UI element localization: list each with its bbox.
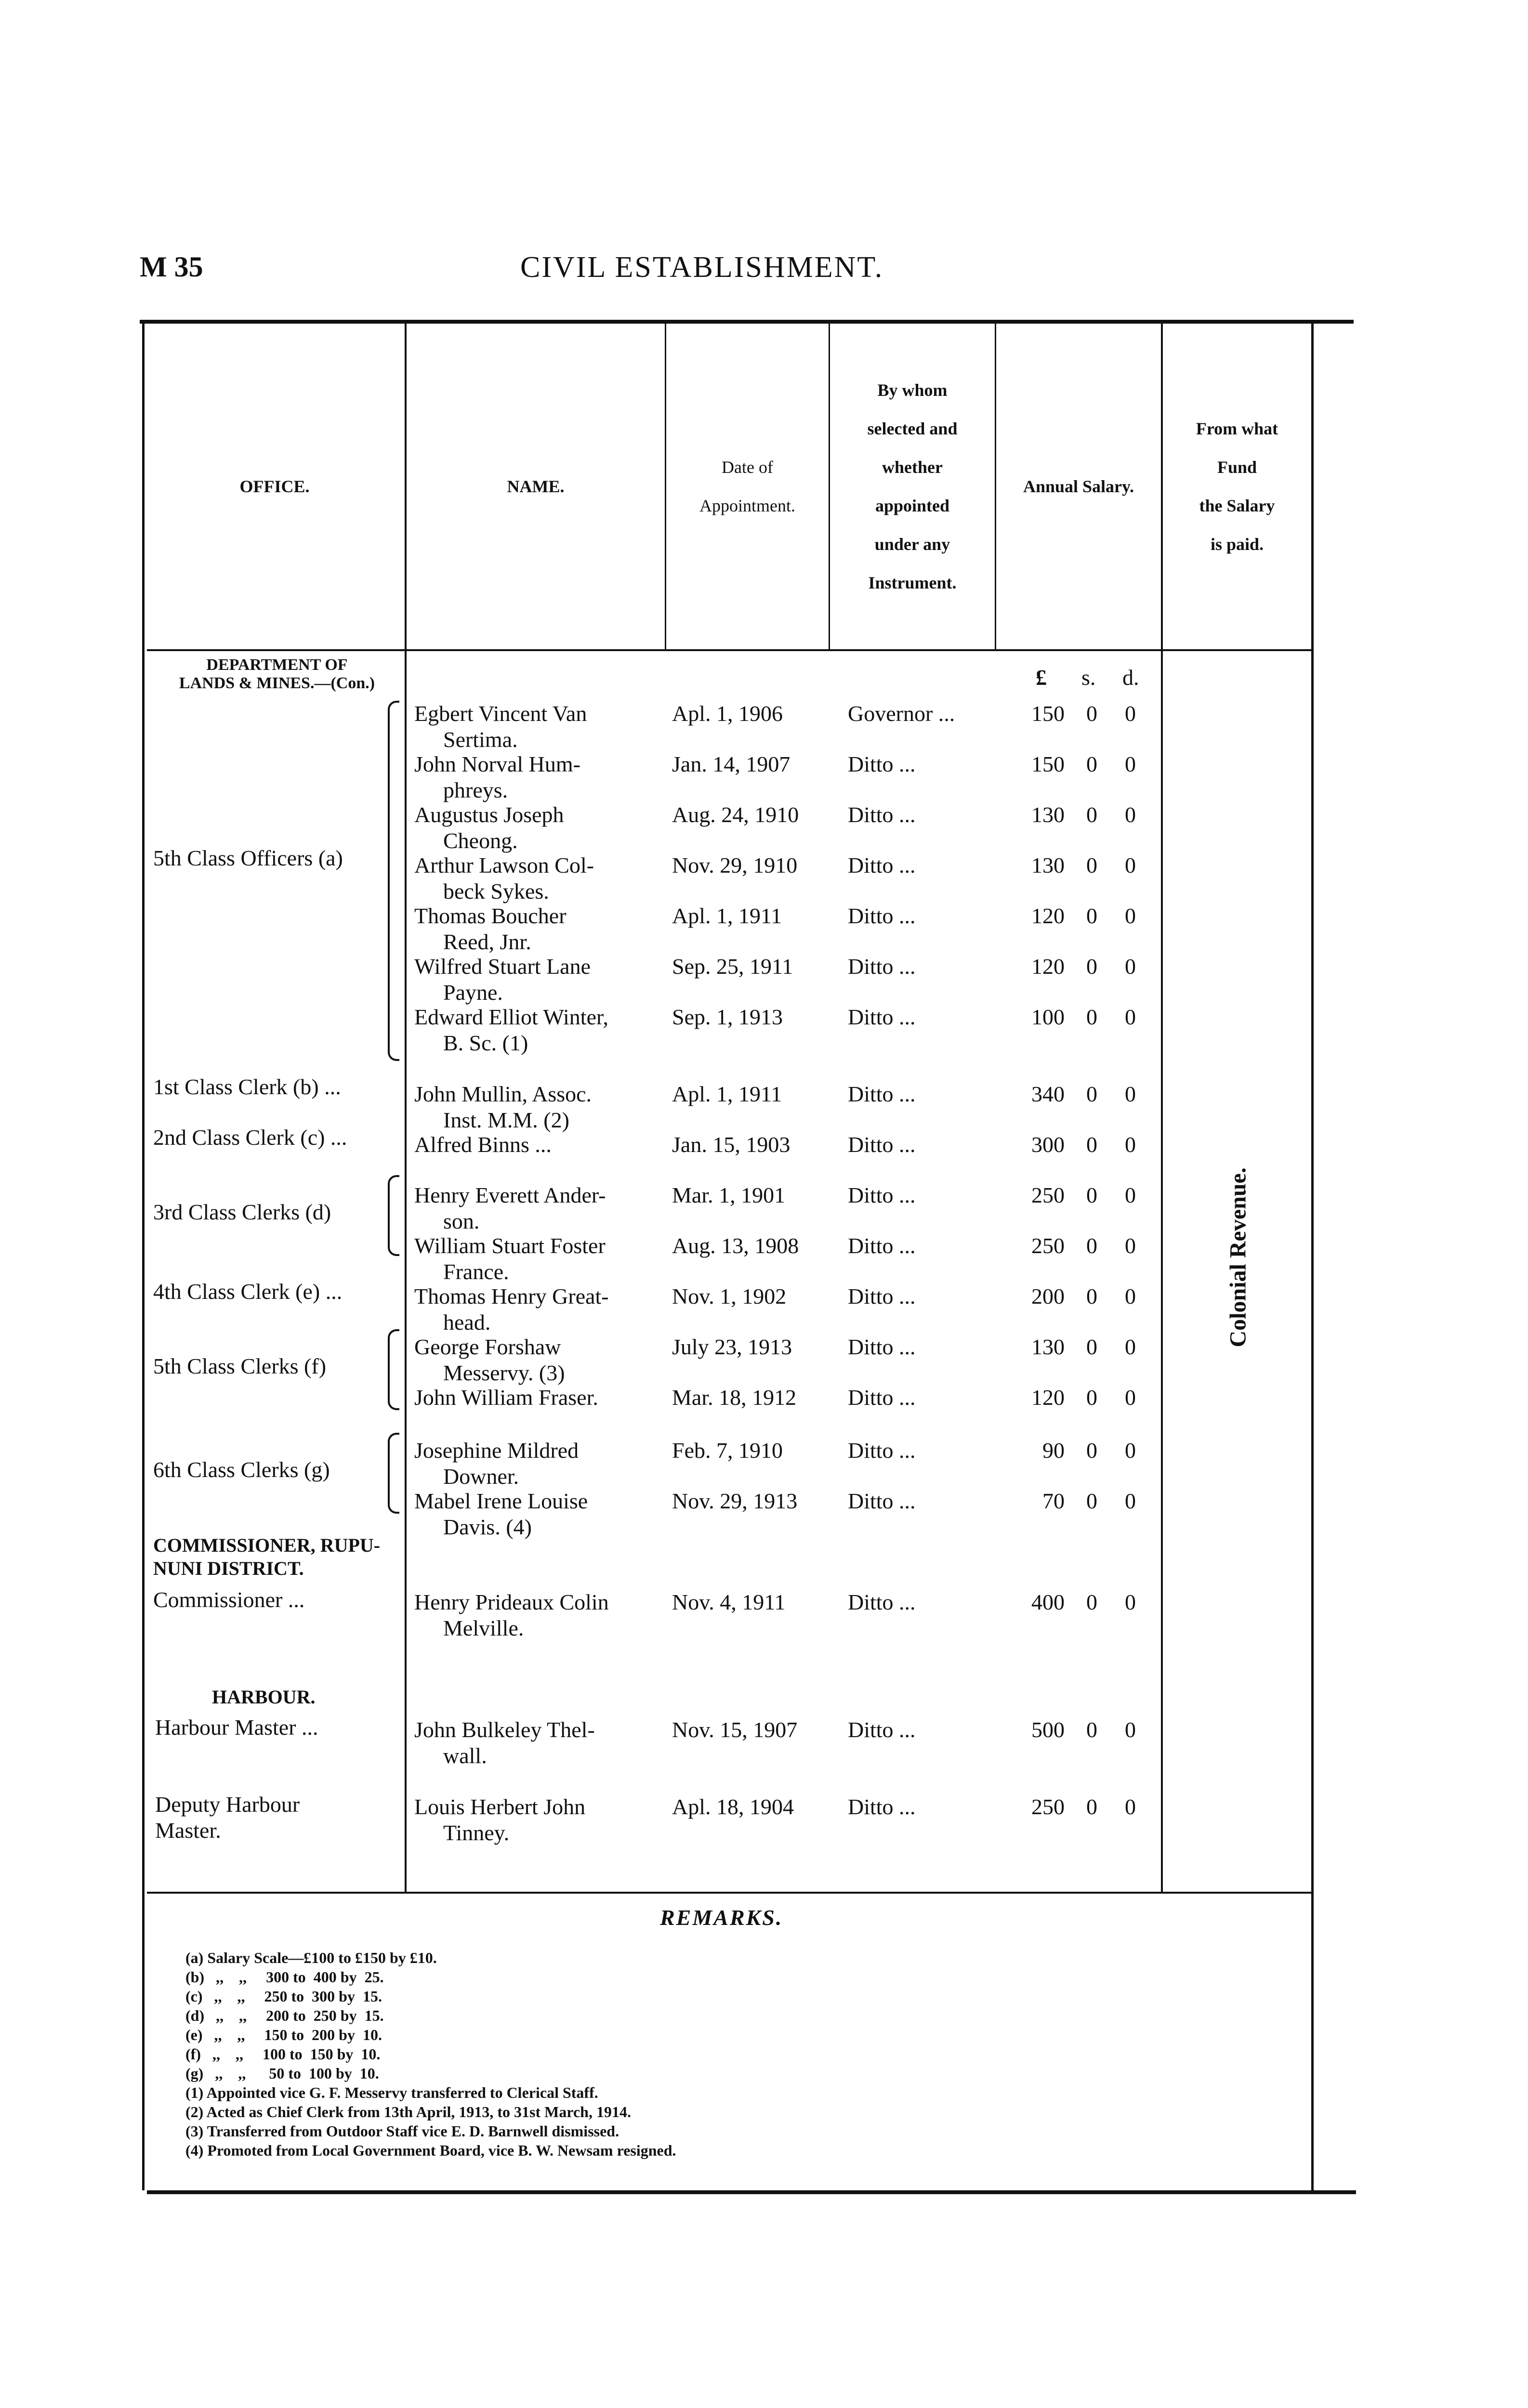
- table-row-shillings: 0: [1086, 802, 1097, 827]
- table-row-pounds: 120: [1031, 1385, 1065, 1410]
- table-row-date: Nov. 4, 1911: [672, 1590, 786, 1614]
- table-row-name: [414, 1132, 660, 1158]
- table-row-shillings: 0: [1086, 903, 1097, 928]
- table-row-shillings: 0: [1086, 1284, 1097, 1309]
- name-line-1: John Bulkeley Thel-: [414, 1717, 595, 1742]
- table-top-rule: [140, 320, 1354, 324]
- table-row-pounds: 500: [1031, 1717, 1065, 1742]
- table-row-pence: 0: [1125, 701, 1136, 726]
- table-row-pence: 0: [1125, 802, 1136, 827]
- table-row-pounds: 340: [1031, 1082, 1065, 1106]
- table-row-shillings: 0: [1086, 1233, 1097, 1258]
- col-header-name: NAME.: [507, 477, 565, 496]
- table-bottom-rule: [147, 2190, 1356, 2194]
- table-row-selected-by: Ditto ...: [848, 1082, 916, 1106]
- page-title: CIVIL ESTABLISHMENT.: [520, 251, 884, 284]
- table-row-pounds: 120: [1031, 903, 1065, 928]
- name-line-1: John William Fraser.: [414, 1385, 598, 1410]
- remark-line: (e) ,, ,, 150 to 200 by 10.: [185, 2026, 382, 2043]
- table-row-pence: 0: [1125, 1717, 1136, 1742]
- table-row-shillings: 0: [1086, 752, 1097, 776]
- table-row-shillings: 0: [1086, 1005, 1097, 1029]
- table-row-selected-by: Ditto ...: [848, 1590, 916, 1614]
- table-row-date: Apl. 1, 1911: [672, 1082, 782, 1106]
- table-row-pounds: 90: [1042, 1438, 1065, 1463]
- table-row-shillings: 0: [1086, 1489, 1097, 1513]
- name-line-2: Downer.: [443, 1464, 519, 1489]
- table-row-shillings: 0: [1086, 1183, 1097, 1207]
- name-line-1: Alfred Binns ...: [414, 1132, 552, 1157]
- table-row-pounds: 250: [1031, 1794, 1065, 1819]
- table-row-shillings: 0: [1086, 853, 1097, 877]
- table-row-pence: 0: [1125, 1590, 1136, 1614]
- office-6th-class-clerks: 6th Class Clerks (g): [153, 1457, 330, 1482]
- name-line-2: Messervy. (3): [443, 1361, 565, 1385]
- table-row-date: Feb. 7, 1910: [672, 1438, 783, 1463]
- table-row-shillings: 0: [1086, 1082, 1097, 1106]
- table-row-pence: 0: [1125, 752, 1136, 776]
- table-row-date: Nov. 29, 1910: [672, 853, 798, 877]
- table-row-pounds: 300: [1031, 1132, 1065, 1157]
- table-row-pounds: 150: [1031, 752, 1065, 776]
- name-line-2: head.: [443, 1310, 491, 1335]
- remarks-title: REMARKS.: [660, 1905, 783, 1930]
- table-row-date: Aug. 13, 1908: [672, 1233, 799, 1258]
- table-row-pounds: 100: [1031, 1005, 1065, 1029]
- name-line-1: Louis Herbert John: [414, 1794, 586, 1819]
- table-row-pence: 0: [1125, 1284, 1136, 1309]
- table-row-pence: 0: [1125, 853, 1136, 877]
- name-line-2: Sertima.: [443, 727, 518, 752]
- table-row-name: [414, 751, 660, 803]
- name-line-1: Henry Everett Ander-: [414, 1183, 606, 1207]
- table-row-selected-by: Ditto ...: [848, 1183, 916, 1207]
- table-row-selected-by: Ditto ...: [848, 1385, 916, 1410]
- table-row-date: Aug. 24, 1910: [672, 802, 799, 827]
- name-line-2: son.: [443, 1209, 480, 1233]
- table-row-selected-by: Ditto ...: [848, 954, 916, 979]
- table-row-name: [414, 1717, 660, 1769]
- table-row-shillings: 0: [1086, 1385, 1097, 1410]
- name-line-1: Josephine Mildred: [414, 1438, 579, 1463]
- remark-line: (1) Appointed vice G. F. Messervy transferred to Clerical Staff.: [185, 2084, 598, 2101]
- table-row-selected-by: Ditto ...: [848, 802, 916, 827]
- remark-line: (4) Promoted from Local Government Board, vice B. W. Newsam resigned.: [185, 2142, 676, 2159]
- table-row-date: Jan. 14, 1907: [672, 752, 790, 776]
- name-line-1: Mabel Irene Louise: [414, 1489, 588, 1513]
- col-header-date: Date of Appointment.: [699, 458, 795, 515]
- body-bottom-rule: [147, 1892, 1313, 1894]
- table-row-name: [414, 852, 660, 904]
- office-1st-class-clerk: 1st Class Clerk (b) ...: [153, 1074, 341, 1099]
- left-border: [142, 322, 145, 2190]
- col-header-salary: Annual Salary.: [1023, 477, 1134, 496]
- table-row-pounds: 150: [1031, 701, 1065, 726]
- table-row-date: Jan. 15, 1903: [672, 1132, 790, 1157]
- table-row-date: Apl. 1, 1906: [672, 701, 783, 726]
- remark-line: (b) ,, ,, 300 to 400 by 25.: [185, 1968, 384, 1986]
- table-row-date: July 23, 1913: [672, 1335, 792, 1359]
- table-row-pence: 0: [1125, 1385, 1136, 1410]
- table-row-pounds: 130: [1031, 802, 1065, 827]
- table-row-name: [414, 1081, 660, 1133]
- remark-line: (3) Transferred from Outdoor Staff vice E. D. Barnwell dismissed.: [185, 2122, 619, 2140]
- office-commissioner: Commissioner ...: [153, 1587, 305, 1612]
- table-row-date: Nov. 15, 1907: [672, 1717, 798, 1742]
- harbour-section-heading: HARBOUR.: [212, 1686, 316, 1708]
- office-2nd-class-clerk: 2nd Class Clerk (c) ...: [153, 1125, 347, 1150]
- name-line-1: Augustus Joseph: [414, 802, 564, 827]
- table-row-pounds: 70: [1042, 1489, 1065, 1513]
- table-row-date: Mar. 1, 1901: [672, 1183, 786, 1207]
- name-line-1: John Mullin, Assoc.: [414, 1082, 592, 1106]
- table-row-name: [414, 1488, 660, 1540]
- brace-5th-class-clerks: [388, 1329, 399, 1410]
- table-row-date: Mar. 18, 1912: [672, 1385, 797, 1410]
- name-line-1: Thomas Boucher: [414, 903, 566, 928]
- table-row-date: Sep. 25, 1911: [672, 954, 793, 979]
- name-line-2: Tinney.: [443, 1820, 510, 1845]
- table-row-pounds: 130: [1031, 1335, 1065, 1359]
- table-row-shillings: 0: [1086, 1132, 1097, 1157]
- remark-line: (2) Acted as Chief Clerk from 13th April, 1913, to 31st March, 1914.: [185, 2103, 631, 2120]
- table-row-selected-by: Ditto ...: [848, 1794, 916, 1819]
- table-row-pounds: 250: [1031, 1183, 1065, 1207]
- table-row-shillings: 0: [1086, 701, 1097, 726]
- table-row-name: [414, 954, 660, 1006]
- table-row-name: [414, 1794, 660, 1846]
- shillings-header: s.: [1081, 665, 1096, 690]
- table-row-pounds: 120: [1031, 954, 1065, 979]
- col-divider-office: [405, 322, 407, 1892]
- name-line-2: France.: [443, 1259, 509, 1284]
- brace-3rd-class-clerks: [388, 1175, 399, 1256]
- office-5th-class-clerks: 5th Class Clerks (f): [153, 1354, 327, 1378]
- name-line-2: beck Sykes.: [443, 879, 549, 903]
- name-line-1: George Forshaw: [414, 1335, 561, 1359]
- table-row-pence: 0: [1125, 903, 1136, 928]
- name-line-2: Reed, Jnr.: [443, 929, 531, 954]
- table-row-pounds: 250: [1031, 1233, 1065, 1258]
- table-row-selected-by: Ditto ...: [848, 1132, 916, 1157]
- pounds-header: £: [1036, 665, 1047, 690]
- table-row-name: [414, 1589, 660, 1641]
- commissioner-section-heading: COMMISSIONER, RUPU- NUNI DISTRICT.: [153, 1534, 381, 1579]
- name-line-1: Arthur Lawson Col-: [414, 853, 594, 877]
- table-row-date: Nov. 29, 1913: [672, 1489, 798, 1513]
- table-row-selected-by: Ditto ...: [848, 1335, 916, 1359]
- name-line-2: Davis. (4): [443, 1515, 532, 1539]
- name-line-2: Melville.: [443, 1616, 524, 1640]
- table-row-name: [414, 1233, 660, 1285]
- name-line-1: Edward Elliot Winter,: [414, 1005, 608, 1029]
- office-deputy-harbour-master: Deputy Harbour Master.: [155, 1792, 300, 1843]
- table-row-shillings: 0: [1086, 954, 1097, 979]
- office-5th-class-officers: 5th Class Officers (a): [153, 846, 343, 870]
- col-header-selected-by: By whom selected and whether appointed under any Instrument.: [867, 380, 958, 592]
- name-line-1: Egbert Vincent Van: [414, 701, 587, 726]
- pence-header: d.: [1122, 665, 1139, 690]
- remark-line: (d) ,, ,, 200 to 250 by 15.: [185, 2007, 384, 2024]
- table-row-pounds: 200: [1031, 1284, 1065, 1309]
- office-harbour-master: Harbour Master ...: [155, 1715, 318, 1740]
- table-row-date: Nov. 1, 1902: [672, 1284, 787, 1309]
- table-row-selected-by: Ditto ...: [848, 1717, 916, 1742]
- remark-line: (c) ,, ,, 250 to 300 by 15.: [185, 1988, 382, 2005]
- table-row-pence: 0: [1125, 1005, 1136, 1029]
- col-header-office: OFFICE.: [239, 477, 310, 496]
- table-row-name: [414, 1182, 660, 1234]
- name-line-2: B. Sc. (1): [443, 1031, 528, 1055]
- name-line-1: William Stuart Foster: [414, 1233, 606, 1258]
- table-row-date: Apl. 18, 1904: [672, 1794, 794, 1819]
- table-row-name: [414, 1438, 660, 1490]
- name-line-1: Wilfred Stuart Lane: [414, 954, 591, 979]
- table-row-selected-by: Ditto ...: [848, 1489, 916, 1513]
- table-row-shillings: 0: [1086, 1794, 1097, 1819]
- table-row-pence: 0: [1125, 1082, 1136, 1106]
- col-header-fund: From what Fund the Salary is paid.: [1196, 419, 1278, 554]
- remark-line: (g) ,, ,, 50 to 100 by 10.: [185, 2065, 379, 2082]
- office-3rd-class-clerks: 3rd Class Clerks (d): [153, 1200, 331, 1224]
- table-row-pence: 0: [1125, 1335, 1136, 1359]
- table-row-pence: 0: [1125, 954, 1136, 979]
- name-line-1: Thomas Henry Great-: [414, 1284, 609, 1309]
- office-4th-class-clerk: 4th Class Clerk (e) ...: [153, 1279, 342, 1304]
- page-number: M 35: [140, 251, 203, 283]
- table-row-selected-by: Ditto ...: [848, 1438, 916, 1463]
- remark-line: (a) Salary Scale—£100 to £150 by £10.: [185, 1949, 437, 1966]
- table-row-selected-by: Ditto ...: [848, 903, 916, 928]
- table-row-date: Sep. 1, 1913: [672, 1005, 783, 1029]
- header-bottom-rule: [147, 649, 1313, 651]
- table-row-shillings: 0: [1086, 1335, 1097, 1359]
- table-row-date: Apl. 1, 1911: [672, 903, 782, 928]
- table-row-pounds: 130: [1031, 853, 1065, 877]
- table-row-pence: 0: [1125, 1489, 1136, 1513]
- table-row-selected-by: Governor ...: [848, 701, 955, 726]
- name-line-2: phreys.: [443, 778, 508, 802]
- table-row-name: [414, 1334, 660, 1386]
- table-row-selected-by: Ditto ...: [848, 752, 916, 776]
- brace-6th-class-clerks: [388, 1433, 399, 1514]
- table-row-selected-by: Ditto ...: [848, 1005, 916, 1029]
- brace-5th-class-officers: [388, 701, 399, 1061]
- table-row-shillings: 0: [1086, 1590, 1097, 1614]
- table-row-name: [414, 701, 660, 753]
- table-row-name: [414, 1283, 660, 1335]
- table-row-pence: 0: [1125, 1132, 1136, 1157]
- name-line-2: Cheong.: [443, 828, 518, 853]
- name-line-1: Henry Prideaux Colin: [414, 1590, 609, 1614]
- table-row-selected-by: Ditto ...: [848, 1233, 916, 1258]
- table-row-pence: 0: [1125, 1183, 1136, 1207]
- table-row-name: [414, 1385, 660, 1411]
- table-row-pence: 0: [1125, 1438, 1136, 1463]
- name-line-1: John Norval Hum-: [414, 752, 580, 776]
- table-row-name: [414, 1004, 660, 1056]
- name-line-2: wall.: [443, 1743, 487, 1768]
- table-row-selected-by: Ditto ...: [848, 1284, 916, 1309]
- name-line-2: Payne.: [443, 980, 503, 1005]
- table-row-pence: 0: [1125, 1233, 1136, 1258]
- table-row-shillings: 0: [1086, 1717, 1097, 1742]
- table-row-selected-by: Ditto ...: [848, 853, 916, 877]
- table-row-pence: 0: [1125, 1794, 1136, 1819]
- table-row-name: [414, 903, 660, 955]
- table-row-name: [414, 802, 660, 854]
- department-heading: DEPARTMENT OF LANDS & MINES.—(Con.): [179, 656, 375, 692]
- remark-line: (f) ,, ,, 100 to 150 by 10.: [185, 2045, 381, 2063]
- table-row-shillings: 0: [1086, 1438, 1097, 1463]
- table-row-pounds: 400: [1031, 1590, 1065, 1614]
- fund-source: Colonial Revenue.: [1225, 1167, 1251, 1348]
- name-line-2: Inst. M.M. (2): [443, 1108, 569, 1132]
- right-border: [1311, 322, 1314, 2190]
